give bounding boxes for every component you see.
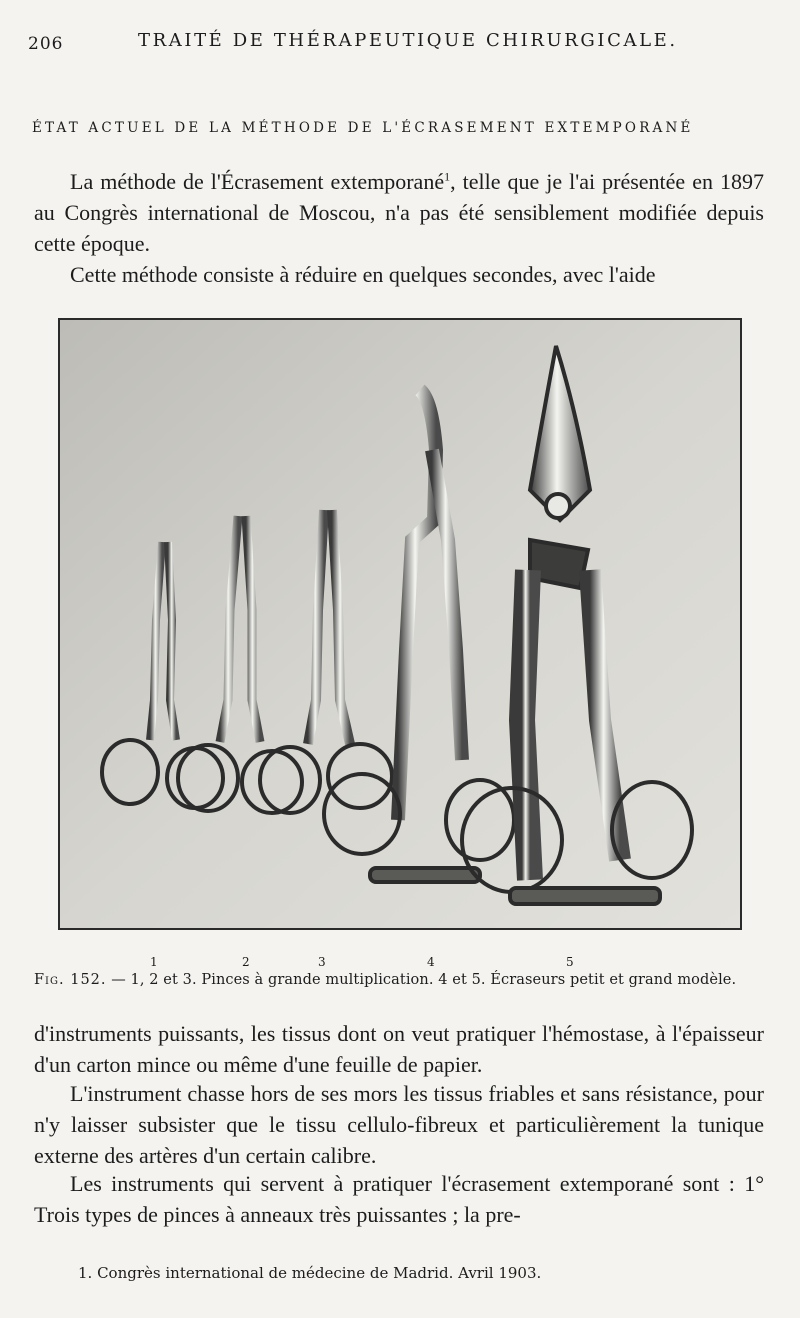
section-title: ÉTAT ACTUEL DE LA MÉTHODE DE L'ÉCRASEMENT EXTEMPORANÉ — [32, 120, 694, 136]
page-number: 206 — [28, 34, 64, 54]
surgical-instruments-illustration — [60, 320, 740, 928]
figure-number-1: 1 — [150, 955, 158, 969]
running-title: TRAITÉ DE THÉRAPEUTIQUE CHIRURGICALE. — [138, 30, 678, 51]
paragraph-action — [34, 1078, 764, 1171]
figure-number-5: 5 — [566, 955, 574, 969]
paragraph-intro — [34, 166, 764, 290]
paragraph-action-text: L'instrument chasse hors de ses mors les tissus friables et sans résistance, pour n'y laisser subsister que le tissu cellulo-fibreux et particulièrement la tunique externe des artères d'un certain calibre. — [34, 1081, 764, 1168]
paragraph-types-text: Les instruments qui servent à pratiquer l'écrasement extemporané sont : 1° Trois types de pinces à anneaux très puissantes ; la pre- — [34, 1171, 764, 1227]
footnote: 1. Congrès international de médecine de Madrid. Avril 1903. — [78, 1264, 542, 1282]
figure-caption — [34, 972, 768, 988]
paragraph-types — [34, 1168, 764, 1230]
figure-photograph — [58, 318, 742, 930]
figure-number-4: 4 — [427, 955, 435, 969]
figure-number-2: 2 — [242, 955, 250, 969]
paragraph-method-start: Cette méthode consiste à réduire en quelques secondes, avec l'aide — [70, 262, 656, 287]
footnote-ref: 1 — [444, 169, 451, 184]
figure-caption-text: — 1, 2 et 3. Pinces à grande multiplication. 4 et 5. Écraseurs petit et grand modèle. — [106, 972, 737, 988]
figure-number-3: 3 — [318, 955, 326, 969]
figure-item-numbers — [0, 955, 800, 971]
figure-label: Fig. 152. — [34, 972, 107, 988]
paragraph-intro-start: La méthode de l'Écrasement extemporané — [70, 169, 445, 194]
page-header — [28, 28, 768, 56]
paragraph-intro-end: , telle que je l'ai présentée en 1897 au Congrès international de Moscou, n'a pas été sensiblement modifiée depuis cette époque. — [34, 169, 764, 256]
paragraph-instruments: d'instruments puissants, les tissus dont on veut pratiquer l'hémostase, à l'épaisseur d'un carton mince ou même d'une feuille de papier. — [34, 1021, 764, 1077]
